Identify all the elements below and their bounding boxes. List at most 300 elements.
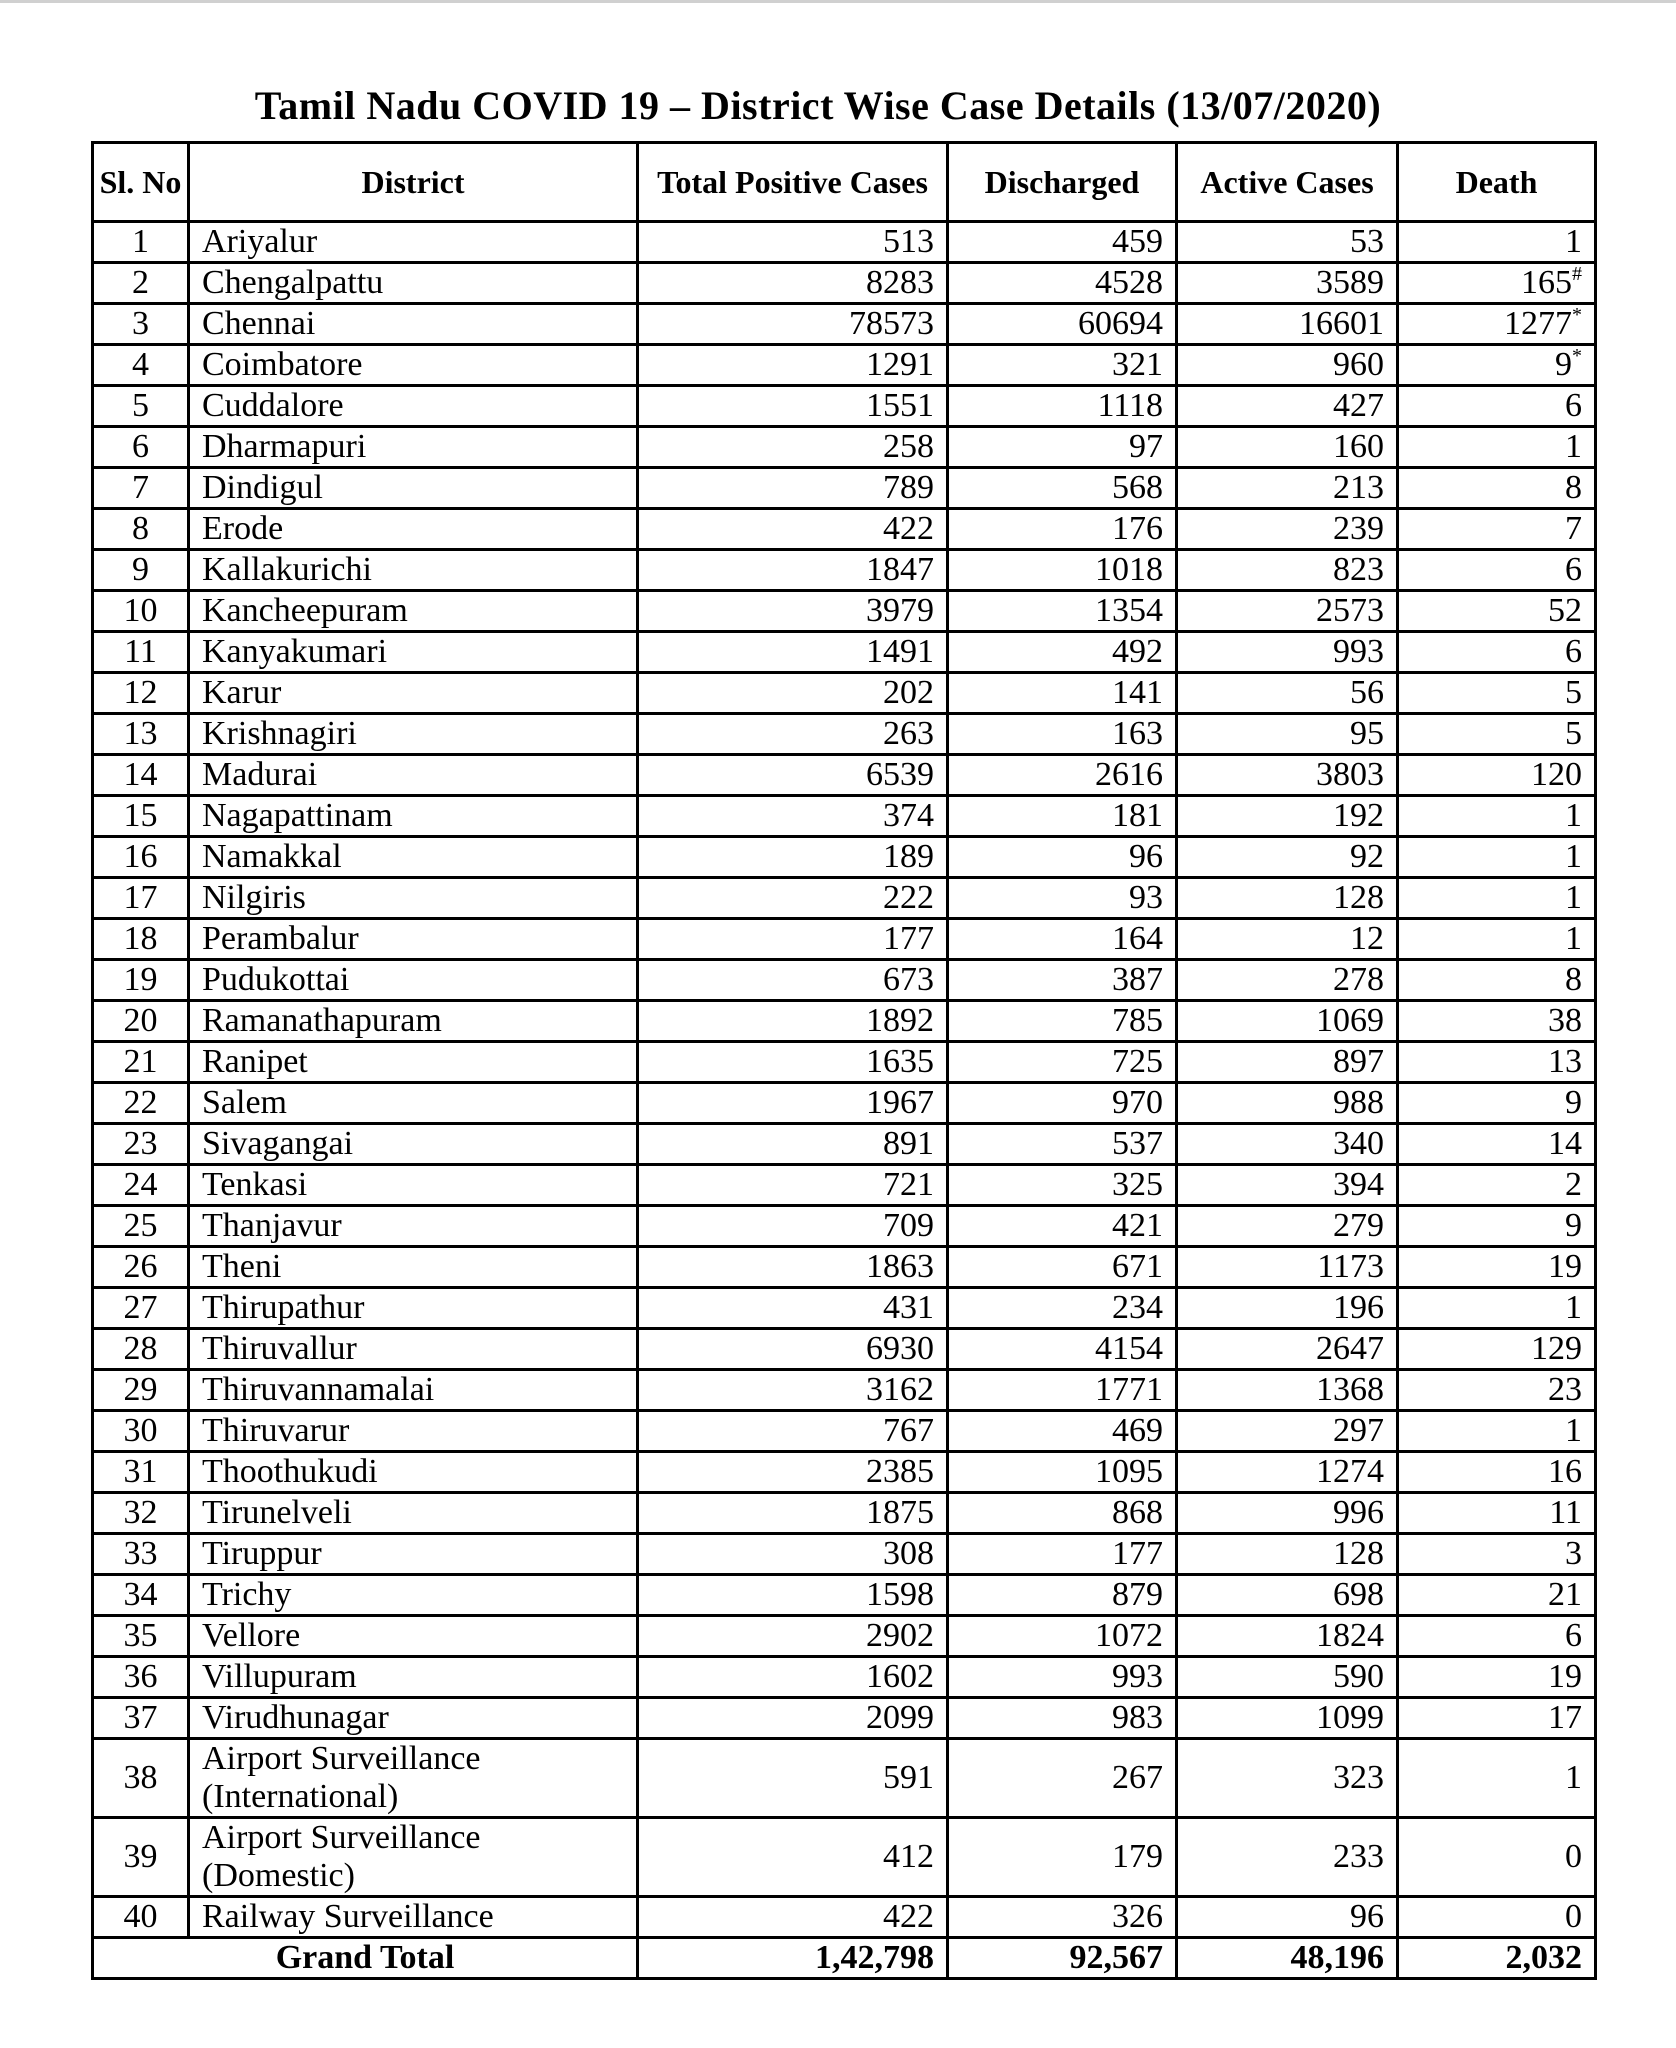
- total-positive-cell-value: 422: [883, 510, 934, 547]
- district-cell: [189, 1083, 638, 1124]
- total-positive-cell: [638, 263, 948, 304]
- grand-total-discharged: 92,567: [948, 1938, 1177, 1979]
- active-cell-value: 427: [1333, 387, 1384, 424]
- active-cell: [1177, 1329, 1398, 1370]
- death-cell-value: 1: [1565, 879, 1582, 916]
- total-positive-cell: [638, 1042, 948, 1083]
- active-cell: [1177, 714, 1398, 755]
- active-cell-value: 278: [1333, 961, 1384, 998]
- district-cell-value: Airport Surveillance (International): [202, 1740, 481, 1815]
- table-row: [93, 960, 1596, 1001]
- table-row: [93, 837, 1596, 878]
- discharged-cell-value: 387: [1112, 961, 1163, 998]
- total-positive-cell: [638, 673, 948, 714]
- sl-cell-value: 26: [123, 1248, 158, 1285]
- grand-total-row: [93, 1938, 1596, 1979]
- discharged-cell: [948, 878, 1177, 919]
- district-cell: [189, 1493, 638, 1534]
- sl-cell: [93, 878, 189, 919]
- discharged-cell-value: 96: [1129, 838, 1163, 875]
- active-cell-value: 960: [1333, 346, 1384, 383]
- district-cell: [189, 878, 638, 919]
- table-row: [93, 1165, 1596, 1206]
- active-cell-value: 192: [1333, 797, 1384, 834]
- district-cell-value: Chennai: [202, 305, 316, 342]
- district-cell-value: Tirunelveli: [202, 1494, 352, 1531]
- total-positive-cell-value: 1602: [866, 1658, 934, 1695]
- active-cell: [1177, 468, 1398, 509]
- district-cell: [189, 304, 638, 345]
- death-cell-value: 0: [1565, 1898, 1582, 1935]
- district-cell: [189, 509, 638, 550]
- sl-cell: [93, 1657, 189, 1698]
- discharged-cell-value: 469: [1112, 1412, 1163, 1449]
- total-positive-cell: [638, 468, 948, 509]
- discharged-cell-value: 868: [1112, 1494, 1163, 1531]
- discharged-cell-value: 163: [1112, 715, 1163, 752]
- active-cell: [1177, 1575, 1398, 1616]
- active-cell: [1177, 550, 1398, 591]
- grand-total-death: 2,032: [1398, 1938, 1596, 1979]
- total-positive-cell: [638, 1575, 948, 1616]
- active-cell: [1177, 1534, 1398, 1575]
- discharged-cell-value: 177: [1112, 1535, 1163, 1572]
- total-positive-cell: [638, 222, 948, 263]
- sl-cell-value: 37: [123, 1699, 158, 1736]
- discharged-cell: [948, 1698, 1177, 1739]
- total-positive-cell: [638, 1288, 948, 1329]
- death-cell-value: 6: [1565, 551, 1582, 588]
- table-row: [93, 1370, 1596, 1411]
- death-cell: [1398, 1616, 1596, 1657]
- death-cell-value: 1: [1565, 1289, 1582, 1326]
- total-positive-cell-value: 1635: [866, 1043, 934, 1080]
- active-cell-value: 213: [1333, 469, 1384, 506]
- table-row: [93, 1657, 1596, 1698]
- total-positive-cell: [638, 919, 948, 960]
- district-cell-value: Nilgiris: [202, 879, 306, 916]
- discharged-cell-value: 993: [1112, 1658, 1163, 1695]
- total-positive-cell: [638, 304, 948, 345]
- header-sl-no: Sl. No: [93, 143, 189, 222]
- district-cell: [189, 1206, 638, 1247]
- active-cell-value: 239: [1333, 510, 1384, 547]
- death-cell: [1398, 1739, 1596, 1818]
- death-cell: [1398, 1288, 1596, 1329]
- total-positive-cell-value: 1551: [866, 387, 934, 424]
- discharged-cell: [948, 468, 1177, 509]
- active-cell-value: 3589: [1316, 264, 1384, 301]
- sl-cell-value: 13: [123, 715, 158, 752]
- total-positive-cell: [638, 1370, 948, 1411]
- discharged-cell-value: 179: [1112, 1838, 1163, 1875]
- death-cell-value: 1: [1565, 797, 1582, 834]
- total-positive-cell-value: 412: [883, 1838, 934, 1875]
- district-cell-value: Thirupathur: [202, 1289, 365, 1326]
- active-cell-value: 996: [1333, 1494, 1384, 1531]
- discharged-cell: [948, 919, 1177, 960]
- district-cell-value: Coimbatore: [202, 346, 363, 383]
- district-cell: [189, 386, 638, 427]
- discharged-cell-value: 671: [1112, 1248, 1163, 1285]
- death-cell-value: 19: [1548, 1658, 1582, 1695]
- district-case-table: [91, 141, 1597, 1980]
- district-cell: [189, 1897, 638, 1938]
- total-positive-cell: [638, 550, 948, 591]
- active-cell-value: 3803: [1316, 756, 1384, 793]
- discharged-cell: [948, 1083, 1177, 1124]
- active-cell-value: 233: [1333, 1838, 1384, 1875]
- district-cell-value: Sivagangai: [202, 1125, 354, 1162]
- discharged-cell-value: 421: [1112, 1207, 1163, 1244]
- discharged-cell: [948, 1288, 1177, 1329]
- discharged-cell: [948, 1370, 1177, 1411]
- total-positive-cell: [638, 1493, 948, 1534]
- discharged-cell-value: 1018: [1095, 551, 1163, 588]
- district-cell: [189, 1001, 638, 1042]
- discharged-cell: [948, 1124, 1177, 1165]
- total-positive-cell-value: 1847: [866, 551, 934, 588]
- district-cell-value: Thiruvarur: [202, 1412, 350, 1449]
- death-cell-value: 120: [1531, 756, 1582, 793]
- total-positive-cell: [638, 1698, 948, 1739]
- active-cell: [1177, 386, 1398, 427]
- total-positive-cell-value: 513: [883, 223, 934, 260]
- sl-cell: [93, 632, 189, 673]
- top-border: [0, 0, 1676, 3]
- total-positive-cell: [638, 1739, 948, 1818]
- sl-cell-value: 24: [123, 1166, 158, 1203]
- sl-cell-value: 5: [132, 387, 149, 424]
- total-positive-cell-value: 78573: [849, 305, 934, 342]
- death-cell-value: 23: [1548, 1371, 1582, 1408]
- district-cell-value: Kancheepuram: [202, 592, 408, 629]
- district-cell: [189, 796, 638, 837]
- discharged-cell-value: 725: [1112, 1043, 1163, 1080]
- sl-cell: [93, 960, 189, 1001]
- active-cell-value: 56: [1350, 674, 1384, 711]
- active-cell: [1177, 345, 1398, 386]
- district-cell-value: Villupuram: [202, 1658, 357, 1695]
- district-cell: [189, 1575, 638, 1616]
- active-cell-value: 590: [1333, 1658, 1384, 1695]
- district-cell: [189, 1370, 638, 1411]
- table-row: [93, 222, 1596, 263]
- active-cell: [1177, 1698, 1398, 1739]
- active-cell: [1177, 837, 1398, 878]
- death-cell-value: 7: [1565, 510, 1582, 547]
- discharged-cell-value: 267: [1112, 1759, 1163, 1796]
- death-cell-value: 16: [1548, 1453, 1582, 1490]
- discharged-cell: [948, 714, 1177, 755]
- sl-cell-value: 36: [123, 1658, 158, 1695]
- sl-cell-value: 28: [123, 1330, 158, 1367]
- table-row: [93, 1411, 1596, 1452]
- total-positive-cell-value: 6539: [866, 756, 934, 793]
- active-cell: [1177, 755, 1398, 796]
- discharged-cell: [948, 796, 1177, 837]
- death-cell-value: 38: [1548, 1002, 1582, 1039]
- active-cell: [1177, 673, 1398, 714]
- district-cell: [189, 755, 638, 796]
- death-cell: [1398, 386, 1596, 427]
- death-cell-value: 2: [1565, 1166, 1582, 1203]
- discharged-cell-value: 4528: [1095, 264, 1163, 301]
- total-positive-cell-value: 721: [883, 1166, 934, 1203]
- discharged-cell-value: 325: [1112, 1166, 1163, 1203]
- district-cell-value: Kanyakumari: [202, 633, 388, 670]
- district-cell: [189, 1739, 638, 1818]
- sl-cell-value: 17: [123, 879, 158, 916]
- discharged-cell-value: 1095: [1095, 1453, 1163, 1490]
- district-cell: [189, 673, 638, 714]
- discharged-cell-value: 785: [1112, 1002, 1163, 1039]
- active-cell: [1177, 1206, 1398, 1247]
- header-active: Active Cases: [1177, 143, 1398, 222]
- table-row: [93, 1575, 1596, 1616]
- district-cell-value: Virudhunagar: [202, 1699, 389, 1736]
- total-positive-cell-value: 1291: [866, 346, 934, 383]
- sl-cell-value: 14: [123, 756, 158, 793]
- discharged-cell-value: 4154: [1095, 1330, 1163, 1367]
- sl-cell-value: 16: [123, 838, 158, 875]
- discharged-cell-value: 1771: [1095, 1371, 1163, 1408]
- sl-cell: [93, 1288, 189, 1329]
- district-cell-value: Salem: [202, 1084, 287, 1121]
- active-cell-value: 2573: [1316, 592, 1384, 629]
- death-cell: [1398, 1534, 1596, 1575]
- sl-cell-value: 9: [132, 551, 149, 588]
- discharged-cell: [948, 1329, 1177, 1370]
- active-cell-value: 2647: [1316, 1330, 1384, 1367]
- sl-cell-value: 31: [123, 1453, 158, 1490]
- district-cell: [189, 1452, 638, 1493]
- death-cell: [1398, 1493, 1596, 1534]
- active-cell-value: 897: [1333, 1043, 1384, 1080]
- discharged-cell: [948, 386, 1177, 427]
- discharged-cell-value: 181: [1112, 797, 1163, 834]
- active-cell: [1177, 1165, 1398, 1206]
- death-cell: [1398, 673, 1596, 714]
- death-cell-value: 6: [1565, 387, 1582, 424]
- district-cell-value: Airport Surveillance (Domestic): [202, 1819, 481, 1894]
- total-positive-cell-value: 1875: [866, 1494, 934, 1531]
- discharged-cell: [948, 1001, 1177, 1042]
- table-row: [93, 1739, 1596, 1818]
- death-cell-value: 5: [1565, 674, 1582, 711]
- death-cell-value: 17: [1548, 1699, 1582, 1736]
- active-cell-value: 95: [1350, 715, 1384, 752]
- active-cell: [1177, 1370, 1398, 1411]
- death-cell-value: 9: [1565, 1084, 1582, 1121]
- active-cell: [1177, 427, 1398, 468]
- sl-cell: [93, 304, 189, 345]
- total-positive-cell-value: 189: [883, 838, 934, 875]
- district-cell-value: Tenkasi: [202, 1166, 308, 1203]
- sl-cell-value: 39: [123, 1838, 158, 1875]
- active-cell-value: 323: [1333, 1759, 1384, 1796]
- table-row: [93, 1001, 1596, 1042]
- death-cell: [1398, 1818, 1596, 1897]
- discharged-cell: [948, 222, 1177, 263]
- death-cell: [1398, 1411, 1596, 1452]
- total-positive-cell-value: 1967: [866, 1084, 934, 1121]
- total-positive-cell: [638, 1411, 948, 1452]
- grand-total-active: 48,196: [1177, 1938, 1398, 1979]
- table-row: [93, 550, 1596, 591]
- total-positive-cell: [638, 427, 948, 468]
- sl-cell-value: 29: [123, 1371, 158, 1408]
- sl-cell-value: 33: [123, 1535, 158, 1572]
- sl-cell-value: 34: [123, 1576, 158, 1613]
- sl-cell-value: 30: [123, 1412, 158, 1449]
- total-positive-cell: [638, 837, 948, 878]
- death-cell-value: 21: [1548, 1576, 1582, 1613]
- sl-cell: [93, 263, 189, 304]
- discharged-cell: [948, 304, 1177, 345]
- sl-cell-value: 15: [123, 797, 158, 834]
- district-cell: [189, 960, 638, 1001]
- death-cell-value: 1: [1565, 920, 1582, 957]
- sl-cell: [93, 673, 189, 714]
- active-cell: [1177, 1288, 1398, 1329]
- district-cell-value: Perambalur: [202, 920, 359, 957]
- total-positive-cell-value: 222: [883, 879, 934, 916]
- death-cell-value: 0: [1565, 1838, 1582, 1875]
- sl-cell: [93, 386, 189, 427]
- district-cell: [189, 919, 638, 960]
- sl-cell: [93, 1083, 189, 1124]
- header-district: District: [189, 143, 638, 222]
- table-row: [93, 919, 1596, 960]
- discharged-cell-value: 970: [1112, 1084, 1163, 1121]
- total-positive-cell: [638, 1124, 948, 1165]
- total-positive-cell: [638, 1083, 948, 1124]
- table-row: [93, 1698, 1596, 1739]
- total-positive-cell-value: 591: [883, 1759, 934, 1796]
- sl-cell: [93, 1493, 189, 1534]
- sl-cell-value: 25: [123, 1207, 158, 1244]
- total-positive-cell-value: 374: [883, 797, 934, 834]
- death-cell-value: 1: [1565, 223, 1582, 260]
- active-cell-value: 279: [1333, 1207, 1384, 1244]
- discharged-cell-value: 2616: [1095, 756, 1163, 793]
- table-row: [93, 878, 1596, 919]
- death-cell-value: 1: [1565, 428, 1582, 465]
- total-positive-cell: [638, 878, 948, 919]
- active-cell-value: 1069: [1316, 1002, 1384, 1039]
- grand-total-label: Grand Total: [93, 1938, 638, 1979]
- discharged-cell-value: 983: [1112, 1699, 1163, 1736]
- discharged-cell: [948, 1493, 1177, 1534]
- active-cell-value: 297: [1333, 1412, 1384, 1449]
- discharged-cell: [948, 591, 1177, 632]
- table-row: [93, 1083, 1596, 1124]
- district-cell-value: Namakkal: [202, 838, 342, 875]
- district-cell-value: Nagapattinam: [202, 797, 393, 834]
- sl-cell-value: 10: [123, 592, 158, 629]
- table-row: [93, 1452, 1596, 1493]
- total-positive-cell: [638, 591, 948, 632]
- total-positive-cell-value: 1598: [866, 1576, 934, 1613]
- discharged-cell: [948, 1897, 1177, 1938]
- active-cell: [1177, 222, 1398, 263]
- death-cell: [1398, 1897, 1596, 1938]
- sl-cell: [93, 468, 189, 509]
- death-cell: [1398, 1206, 1596, 1247]
- table-row: [93, 796, 1596, 837]
- discharged-cell-value: 1072: [1095, 1617, 1163, 1654]
- discharged-cell-value: 537: [1112, 1125, 1163, 1162]
- active-cell-value: 128: [1333, 879, 1384, 916]
- active-cell: [1177, 919, 1398, 960]
- table-row: [93, 345, 1596, 386]
- district-cell-value: Vellore: [202, 1617, 301, 1654]
- total-positive-cell-value: 1892: [866, 1002, 934, 1039]
- active-cell: [1177, 1042, 1398, 1083]
- page-title: Tamil Nadu COVID 19 – District Wise Case Details (13/07/2020): [254, 83, 1382, 128]
- death-cell: [1398, 1165, 1596, 1206]
- total-positive-cell-value: 1491: [866, 633, 934, 670]
- active-cell-value: 823: [1333, 551, 1384, 588]
- death-cell: [1398, 550, 1596, 591]
- discharged-cell: [948, 1042, 1177, 1083]
- sl-cell-value: 11: [124, 633, 157, 670]
- sl-cell: [93, 1411, 189, 1452]
- total-positive-cell-value: 3979: [866, 592, 934, 629]
- district-cell: [189, 1329, 638, 1370]
- sl-cell-value: 8: [132, 510, 149, 547]
- total-positive-cell: [638, 1001, 948, 1042]
- district-cell-value: Ranipet: [202, 1043, 308, 1080]
- active-cell-value: 698: [1333, 1576, 1384, 1613]
- sl-cell: [93, 1001, 189, 1042]
- discharged-cell-value: 164: [1112, 920, 1163, 957]
- total-positive-cell: [638, 509, 948, 550]
- discharged-cell-value: 60694: [1078, 305, 1163, 342]
- active-cell-value: 16601: [1299, 305, 1384, 342]
- active-cell: [1177, 1897, 1398, 1938]
- discharged-cell: [948, 1206, 1177, 1247]
- sl-cell: [93, 1534, 189, 1575]
- death-cell-value: 6: [1565, 633, 1582, 670]
- district-cell: [189, 1165, 638, 1206]
- discharged-cell: [948, 1534, 1177, 1575]
- active-cell-value: 196: [1333, 1289, 1384, 1326]
- active-cell: [1177, 796, 1398, 837]
- sl-cell: [93, 591, 189, 632]
- district-cell: [189, 1534, 638, 1575]
- district-cell: [189, 632, 638, 673]
- active-cell: [1177, 960, 1398, 1001]
- total-positive-cell-value: 1863: [866, 1248, 934, 1285]
- grand-total-positive: 1,42,798: [638, 1938, 948, 1979]
- active-cell: [1177, 1001, 1398, 1042]
- district-cell: [189, 468, 638, 509]
- death-cell-value: 8: [1565, 961, 1582, 998]
- active-cell: [1177, 1452, 1398, 1493]
- district-cell-value: Thoothukudi: [202, 1453, 378, 1490]
- discharged-cell: [948, 1657, 1177, 1698]
- active-cell: [1177, 509, 1398, 550]
- table-row: [93, 1206, 1596, 1247]
- death-cell-value: 1277: [1504, 305, 1572, 342]
- death-cell: [1398, 755, 1596, 796]
- total-positive-cell-value: 258: [883, 428, 934, 465]
- death-cell-value: 129: [1531, 1330, 1582, 1367]
- sl-cell-value: 21: [123, 1043, 158, 1080]
- total-positive-cell: [638, 1897, 948, 1938]
